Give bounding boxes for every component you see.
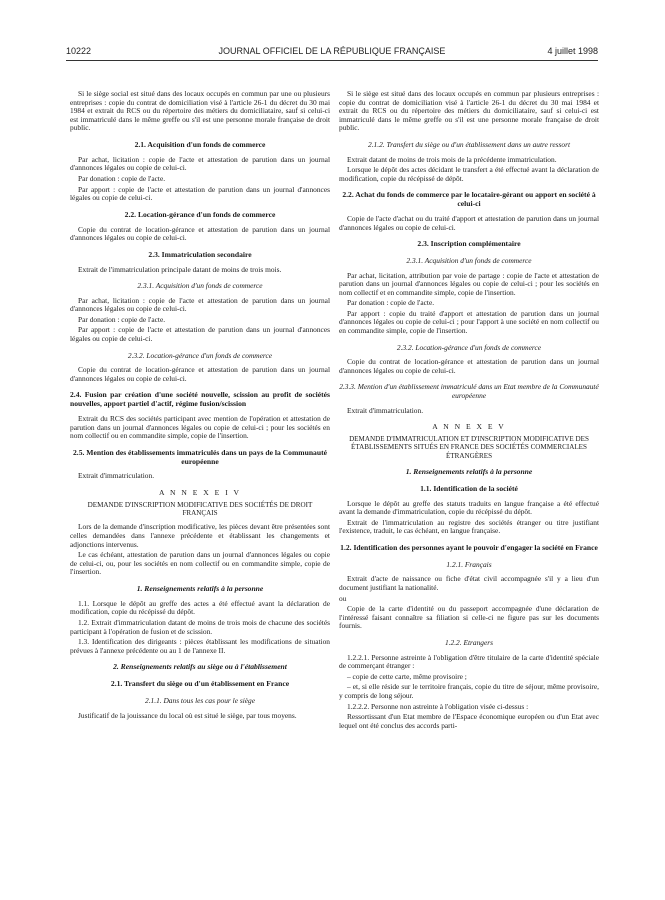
paragraph: Justificatif de la jouissance du local où est situé le siège, par tous moyens.	[78, 710, 297, 720]
paragraph: Par apport : copie de l'acte et attestation de parution dans un journal d'annonces légales ou copie de celui-ci.	[70, 184, 330, 203]
paragraph: Copie du contrat de location-gérance et attestation de parution dans un journal d'annonces légales ou copie de celui-ci.	[339, 357, 599, 375]
paragraph: Extrait d'acte de naissance ou fiche d'état civil accompagnée s'il y a lieu d'un document justifiant la nationalité.	[339, 574, 599, 592]
subsection-heading: 2.3.1. Acquisition d'un fonds de commerce	[137, 281, 263, 291]
subsection-heading: 2.1.2. Transfert du siège ou d'un établissement dans un autre ressort	[367, 139, 570, 149]
paragraph: Par donation : copie de l'acte.	[347, 298, 435, 308]
paragraph: Par donation : copie de l'acte.	[78, 173, 166, 183]
section-heading: 2.1. Acquisition d'un fonds de commerce	[134, 139, 266, 149]
paragraph: 1.2.2.2. Personne non astreinte à l'obligation visée ci-dessus :	[347, 701, 529, 711]
paragraph: 1.2.2.1. Personne astreinte à l'obligation d'être titulaire de la carte d'identité spéciale de commerçant étranger :	[339, 652, 599, 671]
paragraph: Si le siège est situé dans des locaux occupés en commun par plusieurs entreprises : copie du contrat de domiciliation visé à l'article 26-1 du décret du 30 mai 1984 et extrait du RCS ou du répertoire des métiers du domiciliataire, sauf si celui-ci est immatriculé dans le même greffe ou s'il est une personne morale française de droit public.	[339, 90, 599, 133]
paragraph: 1.1. Lorsque le dépôt au greffe des actes a été effectué avant la déclaration de modification, copie du récépissé du dépôt.	[70, 598, 330, 617]
subsection-heading: 2.3.2. Location-gérance d'un fonds de commerce	[127, 350, 273, 360]
paragraph: ou	[339, 593, 347, 603]
subsection-heading: 1.2.1. Français	[446, 559, 492, 569]
section-heading: 2.4. Fusion par création d'une société nouvelle, scission au profit de sociétés nouvelles, apport partiel d'actif, régime fusion/scission	[70, 390, 330, 409]
paragraph: Extrait de l'immatriculation au registre des sociétés étranger ou titre justifiant l'existence, traduit, le cas échéant, en langue française.	[339, 517, 599, 536]
paragraph: Ressortissant d'un Etat membre de l'Espace économique européen ou d'un Etat avec lequel ont été conclus des accords parti-	[339, 712, 599, 730]
paragraph: Extrait datant de moins de trois mois de la précédente immatriculation.	[347, 154, 557, 164]
left-column	[70, 90, 330, 890]
part-heading: 1. Renseignements relatifs à la personne	[136, 583, 264, 593]
subsection-heading: 2.3.2. Location-gérance d'un fonds de commerce	[396, 342, 542, 352]
annex-heading: A N N E X E V	[432, 422, 506, 432]
right-column	[339, 90, 599, 890]
part-heading: 2. Renseignements relatifs au siège ou à l'établissement	[113, 662, 287, 672]
list-item: – copie de cette carte, même provisoire ;	[347, 671, 467, 681]
section-heading: 2.5. Mention des établissements immatriculés dans un pays de la Communauté européenne	[73, 447, 327, 466]
paragraph: 1.3. Identification des dirigeants : pièces établissant les modifications de situation prévues à l'annexe précédente ou au 1 de l'annexe II.	[70, 637, 330, 655]
section-heading: 2.1. Transfert du siège ou d'un établissement en France	[110, 679, 290, 689]
page-number: 10222	[66, 46, 92, 56]
paragraph: Copie de l'acte d'achat ou du traité d'apport et attestation de parution dans un journal d'annonces légales ou copie de celui-ci.	[339, 213, 599, 232]
paragraph: 1.2. Extrait d'immatriculation datant de moins de trois mois de chacune des sociétés participant à l'opération de fusion et de scission.	[70, 617, 330, 636]
section-heading: 1.1. Identification de la société	[420, 483, 518, 493]
paragraph: Le cas échéant, attestation de parution dans un journal d'annonces légales ou copie de celui-ci, ou, pour les sociétés en nom collectif ou en commandite simple, copie de l'insertion.	[70, 550, 330, 577]
section-heading: 2.2. Achat du fonds de commerce par le locataire-gérant ou apport en société à celui-ci	[342, 190, 596, 209]
paragraph: Par achat, licitation : copie de l'acte et attestation de parution dans un journal d'annonces légales ou copie de celui-ci.	[70, 295, 330, 314]
paragraph: Extrait d'immatriculation.	[347, 405, 424, 415]
subsection-heading: 1.2.2. Etrangers	[444, 637, 494, 647]
paragraph: Copie du contrat de location-gérance et attestation de parution dans un journal d'annonces légales ou copie de celui-ci.	[70, 224, 330, 243]
annex-title: DEMANDE D'INSCRIPTION MODIFICATIVE DES SOCIÉTÉS DE DROIT FRANÇAIS	[87, 500, 313, 518]
paragraph: Si le siège social est situé dans des locaux occupés en commun par une ou plusieurs entreprises : copie du contrat de domiciliation visé à l'article 26-1 du décret du 30 mai 1984 et extrait du RCS ou du répertoire des métiers du domiciliataire, sauf si celui-ci est immatriculé dans le même greffe ou s'il est une personne morale française de droit public.	[70, 90, 330, 133]
paragraph: Par apport : copie de l'acte et attestation de parution dans un journal d'annonces légales ou copie de celui-ci.	[70, 325, 330, 344]
paragraph: Extrait d'immatriculation.	[78, 471, 155, 481]
section-heading: 2.2. Location-gérance d'un fonds de commerce	[124, 209, 276, 219]
subsection-heading: 2.1.1. Dans tous les cas pour le siège	[144, 695, 256, 705]
section-heading: 2.3. Inscription complémentaire	[417, 239, 521, 249]
list-item: – et, si elle réside sur le territoire français, copie du titre de séjour, même provisoire, y compris de long séjour.	[339, 682, 599, 700]
section-heading: 1.2. Identification des personnes ayant le pouvoir d'engager la société en France	[340, 543, 598, 553]
issue-date: 4 juillet 1998	[547, 46, 598, 56]
annex-heading: A N N E X E I V	[159, 488, 241, 498]
section-heading: 2.3. Immatriculation secondaire	[148, 249, 252, 259]
annex-title: DEMANDE D'IMMATRICULATION ET D'INSCRIPTION MODIFICATIVE DES ÉTABLISSEMENTS SITUÉS EN FRANCE DES SOCIÉTÉS COMMERCIALES ÉTRANGÈRES	[349, 434, 589, 460]
paragraph: Copie du contrat de location-gérance et attestation de parution dans un journal d'annonces légales ou copie de celui-ci.	[70, 365, 330, 383]
paragraph: Lors de la demande d'inscription modificative, les pièces devant être présentées sont celles demandées dans l'annexe précédente et établissant les changements et adjonctions intervenus.	[70, 522, 330, 549]
paragraph: Par apport : copie du traité d'apport et attestation de parution dans un journal d'annonces légales ou copie de celui-ci ; pour l'apport à une société en nom collectif ou en commandite simple, copie de l'insertion.	[339, 308, 599, 336]
paragraph: Extrait du RCS des sociétés participant avec mention de l'opération et attestation de parution dans un journal d'annonces légales ou copie de celui-ci ; pour les sociétés en nom collectif ou en commandite simple, copie de l'insertion.	[70, 414, 330, 441]
paragraph: Par donation : copie de l'acte.	[78, 314, 166, 324]
paragraph: Par achat, licitation, attribution par voie de partage : copie de l'acte et attestation de parution dans un journal d'annonces légales ou copie de celui-ci ; pour les sociétés en nom collectif et en commandite simple, copie de l'insertion.	[339, 270, 599, 297]
subsection-heading: 2.3.1. Acquisition d'un fonds de commerce	[406, 255, 532, 265]
paragraph: Lorsque le dépôt au greffe des statuts traduits en langue française a été effectué avant la demande d'immatriculation, copie du récépissé du dépôt.	[339, 498, 599, 517]
header-rule	[66, 60, 598, 61]
paragraph: Copie de la carte d'identité ou du passeport accompagnée d'une déclaration de l'intéressé faisant connaître sa filiation si celle-ci ne figure pas sur les documents fournis.	[339, 604, 599, 631]
journal-title: JOURNAL OFFICIEL DE LA RÉPUBLIQUE FRANÇAISE	[218, 46, 446, 56]
part-heading: 1. Renseignements relatifs à la personne	[405, 467, 533, 477]
subsection-heading: 2.3.3. Mention d'un établissement immatriculé dans un Etat membre de la Communauté européenne	[339, 382, 599, 401]
paragraph: Par achat, licitation : copie de l'acte et attestation de parution dans un journal d'annonces légales ou copie de celui-ci.	[70, 154, 330, 173]
paragraph: Lorsque le dépôt des actes décidant le transfert a été effectué avant la déclaration de modification, copie du récépissé de dépôt.	[339, 165, 599, 183]
paragraph: Extrait de l'immatriculation principale datant de moins de trois mois.	[78, 264, 282, 274]
